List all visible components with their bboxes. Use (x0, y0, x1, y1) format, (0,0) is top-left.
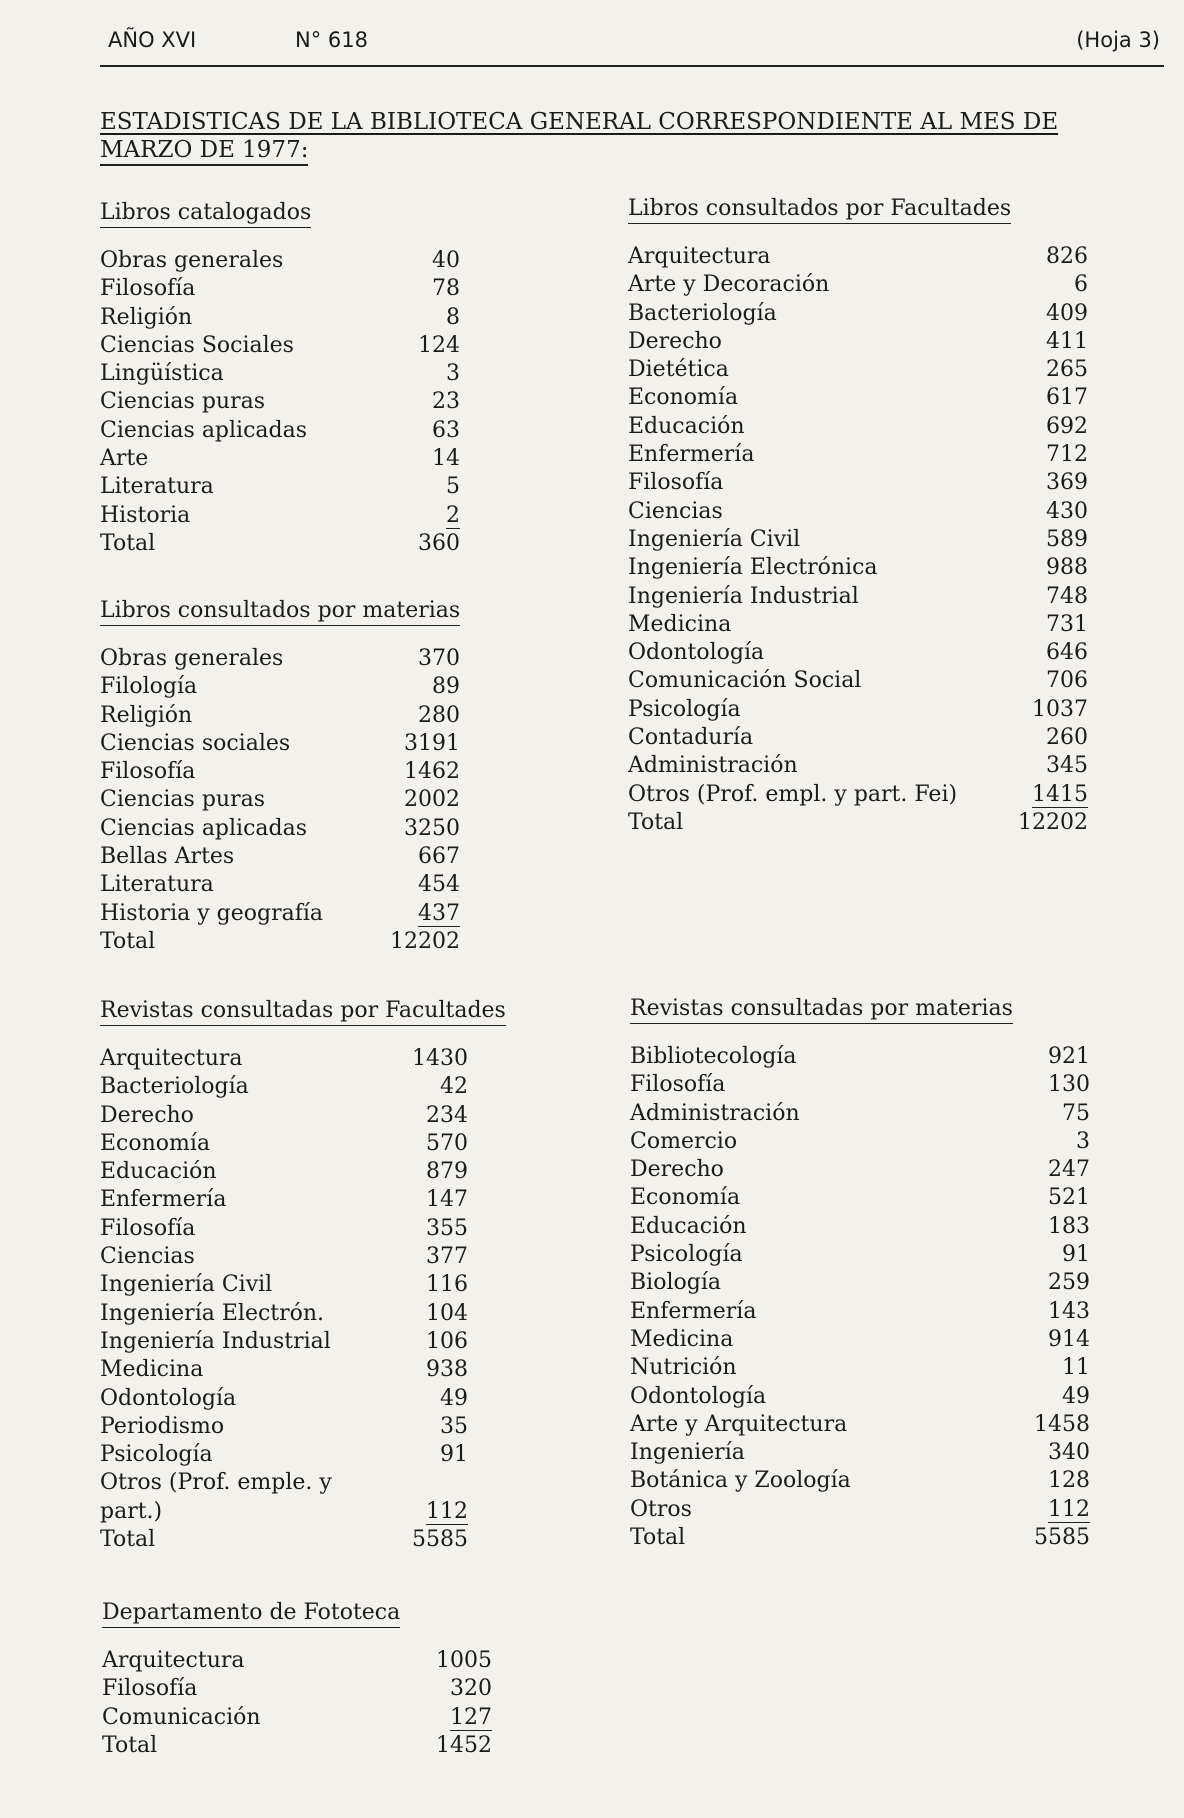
title-line-2: MARZO DE 1977: (100, 136, 308, 166)
row-value: 5 (446, 474, 460, 500)
row-label: Ingeniería (630, 1440, 745, 1466)
table-row (630, 1242, 1090, 1270)
header-sheet: (Hoja 3) (1076, 28, 1160, 52)
row-value: 23 (432, 389, 460, 415)
row-value: 260 (1046, 725, 1088, 751)
table-row (630, 1384, 1090, 1412)
row-value: 369 (1046, 470, 1088, 496)
row-label: Otros (Prof. empl. y part. Fei) (628, 781, 958, 807)
table-row (100, 1329, 540, 1357)
section-libros-catalogados (100, 200, 460, 559)
row-value: 1430 (412, 1046, 468, 1071)
row-label: Educación (628, 413, 745, 439)
table-row (102, 1733, 492, 1761)
table-row (100, 901, 480, 929)
table-row (630, 1072, 1090, 1100)
table-row (100, 816, 480, 844)
row-label: Arquitectura (100, 1046, 243, 1071)
table-row (628, 357, 1088, 385)
row-label: Derecho (628, 328, 722, 354)
table-row (100, 1301, 540, 1329)
table-row (628, 329, 1088, 357)
row-label: Medicina (628, 611, 732, 637)
table-row (628, 555, 1088, 583)
row-value: 667 (418, 844, 460, 870)
row-value: 589 (1046, 526, 1088, 552)
row-label: Derecho (100, 1102, 194, 1128)
row-value: 104 (426, 1300, 468, 1326)
row-value: 128 (1048, 1468, 1090, 1494)
row-label: Educación (630, 1213, 747, 1239)
row-label: Ciencias Sociales (100, 332, 294, 358)
table-row (100, 731, 480, 759)
row-value: 1005 (436, 1648, 492, 1673)
row-label: Botánica y Zoología (630, 1468, 851, 1494)
row-value: 112 (426, 1498, 468, 1524)
row-label: Total (100, 530, 156, 556)
row-label: Biología (630, 1270, 721, 1296)
row-label: Ingeniería Industrial (100, 1328, 331, 1354)
row-label: Enfermería (100, 1187, 227, 1213)
row-value: 124 (418, 332, 460, 358)
row-value: 3 (446, 361, 460, 387)
table-row (628, 470, 1088, 498)
row-value: 454 (418, 872, 460, 898)
row-value: 712 (1046, 442, 1088, 468)
table-row (100, 1272, 540, 1300)
row-label: Comercio (630, 1128, 738, 1154)
row-value: 63 (432, 417, 460, 443)
row-value: 112 (1048, 1496, 1090, 1522)
row-value: 521 (1048, 1185, 1090, 1211)
row-value: 116 (426, 1272, 468, 1298)
table-row (630, 1299, 1090, 1327)
table-row (100, 1414, 540, 1442)
table-row (100, 531, 460, 559)
row-label: part.) (100, 1498, 163, 1524)
header-number: N° 618 (295, 28, 368, 52)
row-value: 5585 (412, 1527, 468, 1553)
table-row (100, 446, 460, 474)
table-row (628, 442, 1088, 470)
page-header (100, 28, 1164, 68)
row-label: Comunicación (102, 1704, 261, 1730)
table-row (100, 333, 460, 361)
row-value: 430 (1046, 498, 1088, 524)
table-row (100, 1442, 540, 1470)
row-value: 646 (1046, 640, 1088, 666)
row-value: 5585 (1034, 1525, 1090, 1551)
row-label: Economía (630, 1185, 741, 1211)
table-row (630, 1270, 1090, 1298)
row-label: Medicina (100, 1357, 204, 1383)
row-label: Medicina (630, 1326, 734, 1352)
section-revistas-facultades (100, 998, 540, 1555)
row-value: 2 (446, 502, 460, 528)
table-row (100, 929, 480, 957)
row-label: Comunicación Social (628, 668, 862, 694)
table-row (628, 385, 1088, 413)
table-row (100, 276, 460, 304)
table-row (628, 244, 1088, 272)
row-value: 938 (426, 1357, 468, 1383)
row-value: 1452 (436, 1732, 492, 1758)
row-label: Economía (628, 385, 739, 411)
row-label: Religión (100, 702, 193, 728)
row-label: Ingeniería Electrón. (100, 1300, 325, 1326)
row-value: 988 (1046, 555, 1088, 581)
row-value: 91 (1062, 1242, 1090, 1268)
row-label: Ciencias sociales (100, 730, 291, 756)
row-label: Filosofía (100, 759, 196, 785)
row-label: Periodismo (100, 1413, 225, 1439)
table-row (630, 1044, 1090, 1072)
table-row (630, 1355, 1090, 1383)
table-row (100, 1470, 540, 1498)
row-value: 49 (1062, 1383, 1090, 1409)
table-row (630, 1214, 1090, 1242)
table-row (628, 414, 1088, 442)
row-label: Literatura (100, 474, 214, 500)
table-row (630, 1497, 1090, 1525)
table-row (628, 810, 1088, 838)
row-label: Filosofía (630, 1072, 726, 1098)
row-label: Administración (630, 1100, 800, 1126)
table-row (100, 418, 460, 446)
row-label: Bellas Artes (100, 844, 235, 870)
row-label: Otros (Prof. emple. y (100, 1470, 332, 1496)
row-value: 437 (418, 900, 460, 926)
row-value: 234 (426, 1102, 468, 1128)
row-value: 247 (1048, 1157, 1090, 1183)
table-row (628, 584, 1088, 612)
table-row (100, 1046, 540, 1074)
table-row (100, 844, 480, 872)
row-label: Lingüística (100, 361, 224, 387)
row-value: 2002 (404, 787, 460, 813)
row-value: 127 (450, 1704, 492, 1730)
row-value: 1037 (1032, 696, 1088, 722)
table-row (628, 668, 1088, 696)
row-label: Educación (100, 1159, 217, 1185)
title-line-1: ESTADISTICAS DE LA BIBLIOTECA GENERAL CORRESPONDIENTE AL MES DE (100, 109, 1059, 135)
row-value: 91 (440, 1442, 468, 1468)
table-row (628, 499, 1088, 527)
table-row (100, 474, 460, 502)
table-row (100, 361, 460, 389)
row-label: Ciencias aplicadas (100, 815, 308, 841)
table-row (100, 305, 460, 333)
table-row (100, 248, 460, 276)
row-value: 377 (426, 1244, 468, 1270)
table-row (628, 640, 1088, 668)
table-row (100, 1244, 540, 1272)
row-label: Derecho (630, 1157, 724, 1183)
row-value: 40 (432, 248, 460, 273)
table-row (100, 1187, 540, 1215)
row-label: Dietética (628, 357, 729, 383)
row-label: Filosofía (628, 470, 724, 496)
row-value: 914 (1048, 1326, 1090, 1352)
table-row (630, 1101, 1090, 1129)
row-value: 49 (440, 1385, 468, 1411)
table-row (100, 1216, 540, 1244)
section-title: Revistas consultadas por materias (630, 996, 1013, 1024)
row-label: Odontología (628, 640, 765, 666)
row-value: 921 (1048, 1044, 1090, 1069)
row-value: 748 (1046, 583, 1088, 609)
row-label: Enfermería (628, 442, 755, 468)
row-label: Ciencias puras (100, 389, 265, 415)
table-row (630, 1440, 1090, 1468)
row-label: Total (100, 928, 156, 954)
row-value: 3 (1076, 1128, 1090, 1154)
row-value: 1415 (1032, 781, 1088, 807)
row-value: 3250 (404, 815, 460, 841)
table-row (102, 1676, 492, 1704)
row-label: Ciencias puras (100, 787, 265, 813)
row-label: Arte y Decoración (628, 272, 830, 298)
header-rule (100, 65, 1164, 67)
row-label: Obras generales (100, 646, 284, 671)
table-row (628, 612, 1088, 640)
table-row (100, 1103, 540, 1131)
row-label: Total (630, 1525, 686, 1551)
row-label: Arquitectura (628, 244, 771, 269)
row-value: 14 (432, 446, 460, 472)
row-value: 409 (1046, 300, 1088, 326)
table-row (100, 674, 480, 702)
row-label: Arquitectura (102, 1648, 245, 1673)
row-label: Odontología (630, 1383, 767, 1409)
table-row (630, 1412, 1090, 1440)
row-label: Historia (100, 502, 191, 528)
row-label: Ingeniería Industrial (628, 583, 859, 609)
table-row (100, 1159, 540, 1187)
row-value: 617 (1046, 385, 1088, 411)
row-label: Total (628, 809, 684, 835)
row-label: Arte (100, 446, 149, 472)
row-label: Obras generales (100, 248, 284, 273)
row-label: Filosofía (100, 1215, 196, 1241)
table-row (628, 725, 1088, 753)
section-title: Departamento de Fototeca (102, 1600, 400, 1628)
row-value: 35 (440, 1413, 468, 1439)
row-label: Arte y Arquitectura (630, 1411, 848, 1437)
table-row (628, 697, 1088, 725)
row-label: Odontología (100, 1385, 237, 1411)
row-value: 265 (1046, 357, 1088, 383)
header-year: AÑO XVI (108, 28, 197, 52)
row-label: Nutrición (630, 1355, 737, 1381)
table-row (100, 503, 460, 531)
section-title: Libros consultados por Facultades (628, 196, 1011, 224)
row-value: 360 (418, 530, 460, 556)
row-label: Ingeniería Civil (628, 526, 801, 552)
section-title: Libros catalogados (100, 200, 311, 228)
row-value: 12202 (390, 928, 460, 954)
section-title: Libros consultados por materias (100, 598, 460, 626)
table-row (100, 1527, 540, 1555)
row-label: Bibliotecología (630, 1044, 797, 1069)
table-row (628, 782, 1088, 810)
row-label: Ciencias aplicadas (100, 417, 308, 443)
table-row (628, 753, 1088, 781)
row-value: 370 (418, 646, 460, 671)
table-row (100, 1357, 540, 1385)
row-label: Ciencias (628, 498, 723, 524)
table-row (630, 1468, 1090, 1496)
row-label: Contaduría (628, 725, 754, 751)
row-value: 78 (432, 276, 460, 302)
row-label: Filosofía (102, 1676, 198, 1702)
row-label: Ingeniería Civil (100, 1272, 273, 1298)
row-label: Ingeniería Electrónica (628, 555, 878, 581)
row-value: 6 (1074, 272, 1088, 298)
table-row (100, 759, 480, 787)
row-value: 570 (426, 1130, 468, 1156)
table-row (100, 389, 460, 417)
row-value: 1458 (1034, 1411, 1090, 1437)
row-value: 340 (1048, 1440, 1090, 1466)
row-value: 731 (1046, 611, 1088, 637)
table-row (100, 787, 480, 815)
table-row (630, 1185, 1090, 1213)
row-label: Bacteriología (628, 300, 777, 326)
row-value: 106 (426, 1328, 468, 1354)
row-value: 280 (418, 702, 460, 728)
row-value: 3191 (404, 730, 460, 756)
row-label: Psicología (100, 1442, 213, 1468)
row-value: 147 (426, 1187, 468, 1213)
row-value: 345 (1046, 753, 1088, 779)
section-libros-facultades (628, 196, 1088, 838)
row-value: 11 (1062, 1355, 1090, 1381)
row-value: 143 (1048, 1298, 1090, 1324)
table-row (630, 1327, 1090, 1355)
page-title (100, 108, 1150, 166)
row-label: Psicología (630, 1242, 743, 1268)
table-row (630, 1157, 1090, 1185)
section-revistas-materias (630, 996, 1090, 1553)
table-row (630, 1129, 1090, 1157)
table-row (100, 1131, 540, 1159)
table-row (630, 1525, 1090, 1553)
row-value: 259 (1048, 1270, 1090, 1296)
row-value: 1462 (404, 759, 460, 785)
row-value: 411 (1046, 328, 1088, 354)
row-value: 355 (426, 1215, 468, 1241)
row-value: 879 (426, 1159, 468, 1185)
table-row (100, 1499, 540, 1527)
table-row (100, 1386, 540, 1414)
row-value: 130 (1048, 1072, 1090, 1098)
row-value: 42 (440, 1074, 468, 1100)
row-label: Bacteriología (100, 1074, 249, 1100)
table-row (628, 527, 1088, 555)
row-label: Psicología (628, 696, 741, 722)
row-label: Ciencias (100, 1244, 195, 1270)
table-row (100, 872, 480, 900)
table-row (628, 272, 1088, 300)
row-value: 826 (1046, 244, 1088, 269)
row-label: Total (102, 1732, 158, 1758)
section-title: Revistas consultadas por Facultades (100, 998, 506, 1026)
section-fototeca (102, 1600, 492, 1761)
row-label: Filología (100, 674, 198, 700)
row-value: 8 (446, 304, 460, 330)
row-label: Total (100, 1527, 156, 1553)
row-label: Otros (630, 1496, 692, 1522)
row-label: Economía (100, 1130, 211, 1156)
table-row (100, 1074, 540, 1102)
row-label: Filosofía (100, 276, 196, 302)
table-row (100, 703, 480, 731)
row-label: Literatura (100, 872, 214, 898)
row-value: 183 (1048, 1213, 1090, 1239)
row-value: 692 (1046, 413, 1088, 439)
row-label: Administración (628, 753, 798, 779)
table-row (102, 1648, 492, 1676)
table-row (628, 301, 1088, 329)
row-label: Enfermería (630, 1298, 757, 1324)
table-row (102, 1705, 492, 1733)
row-label: Religión (100, 304, 193, 330)
row-value: 75 (1062, 1100, 1090, 1126)
row-label: Historia y geografía (100, 900, 324, 926)
row-value: 706 (1046, 668, 1088, 694)
section-libros-materias (100, 598, 480, 957)
row-value: 320 (450, 1676, 492, 1702)
row-value: 89 (432, 674, 460, 700)
row-value: 12202 (1018, 809, 1088, 835)
table-row (100, 646, 480, 674)
